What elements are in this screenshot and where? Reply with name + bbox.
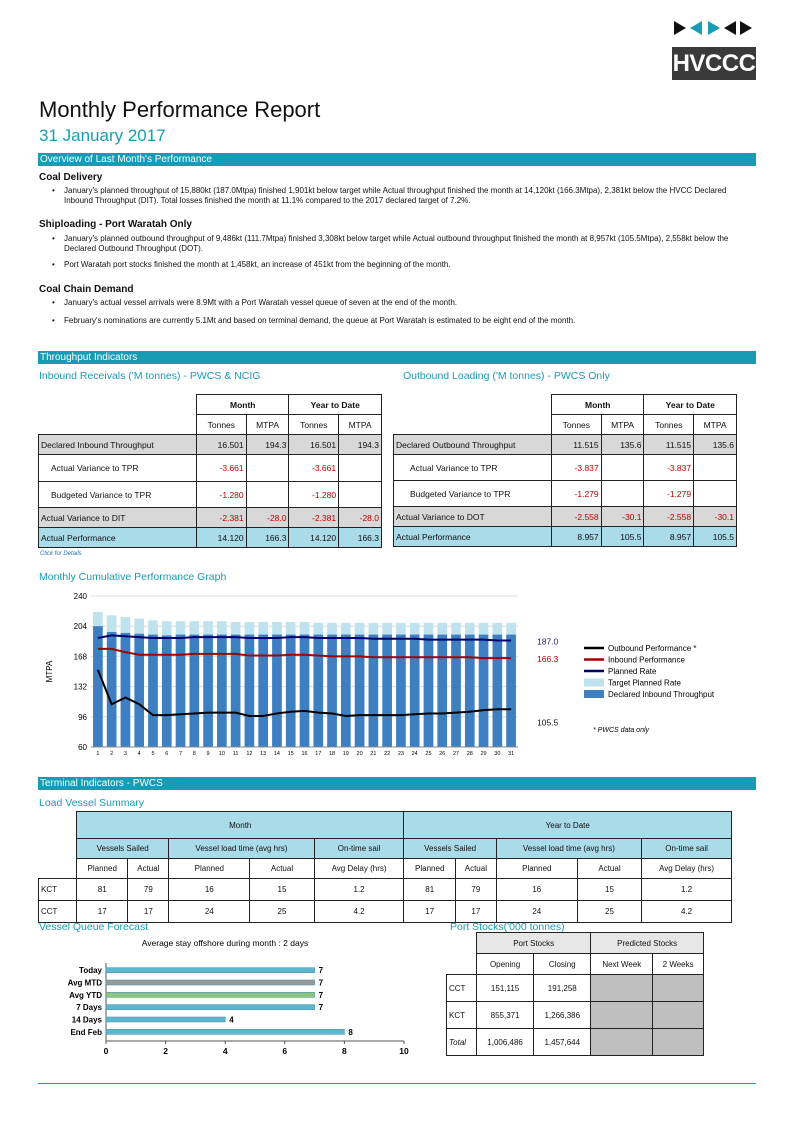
- bar: [203, 635, 213, 747]
- inbound-title: Inbound Receivals ('M tonnes) - PWCS & NCIG: [39, 370, 261, 382]
- col-header: Planned: [496, 859, 577, 879]
- cell: 1,266,386: [534, 1002, 591, 1029]
- legend-swatch: [584, 679, 604, 687]
- col-header: Actual: [577, 859, 641, 879]
- data-label: 7: [318, 990, 324, 1000]
- group-header: Year to Date: [644, 395, 737, 415]
- y-tick-label: 240: [73, 592, 87, 601]
- cell: -2.381: [289, 508, 339, 528]
- cell: 855,371: [477, 1002, 534, 1029]
- coal-delivery-heading: Coal Delivery: [39, 172, 103, 183]
- cell: [601, 481, 644, 507]
- row-label: Actual Variance to DOT: [394, 507, 552, 527]
- graph-title: Monthly Cumulative Performance Graph: [39, 571, 227, 583]
- demand-bullet: • February's nominations are currently 5.1Mt and based on terminal demand, the queue at Port Waratah is estimated to be eight end of the month.: [64, 316, 744, 326]
- y-tick-label: 204: [73, 622, 87, 632]
- subgroup-header: Vessel load time (avg hrs): [496, 839, 641, 859]
- legend-label: Inbound Performance: [608, 655, 685, 665]
- x-tick-label: 4: [222, 1046, 228, 1056]
- bar: [106, 980, 315, 985]
- subgroup-header: Vessels Sailed: [77, 839, 169, 859]
- cell: 1,006,486: [477, 1029, 534, 1056]
- category-label: Avg MTD: [67, 978, 102, 988]
- x-tick-label: 10: [218, 751, 225, 757]
- bar: [258, 635, 268, 747]
- col-header: Tonnes: [197, 415, 247, 435]
- table-row: [39, 901, 732, 923]
- bar: [493, 635, 503, 747]
- cell: [246, 482, 289, 508]
- cell: [694, 455, 737, 481]
- table-row: [39, 879, 732, 901]
- load-vessel-table: [38, 811, 732, 923]
- x-tick-label: 28: [466, 751, 473, 757]
- col-header: MTPA: [694, 415, 737, 435]
- x-tick-label: 24: [411, 751, 418, 757]
- cell: 1,457,644: [534, 1029, 591, 1056]
- port-stocks-table: [446, 932, 704, 1056]
- row-label: KCT: [39, 879, 77, 901]
- col-header: Tonnes: [552, 415, 602, 435]
- cell: [694, 481, 737, 507]
- y-tick-label: 96: [78, 712, 87, 722]
- bar: [106, 1005, 315, 1010]
- cell: 17: [128, 901, 169, 923]
- cell: -3.837: [552, 455, 602, 481]
- bar: [231, 635, 241, 747]
- row-label: Actual Variance to TPR: [39, 455, 197, 482]
- chart-title: Average stay offshore during month : 2 days: [141, 938, 309, 948]
- x-tick-label: 25: [425, 751, 432, 757]
- page-title: Monthly Performance Report: [39, 97, 321, 122]
- cell: 8.957: [552, 527, 602, 547]
- bar: [479, 635, 489, 747]
- row-label: Actual Performance: [394, 527, 552, 547]
- inbound-table: [38, 394, 382, 548]
- bar: [451, 635, 461, 747]
- group-header: Year to Date: [289, 395, 382, 415]
- outbound-table: [393, 394, 737, 547]
- bar: [410, 635, 420, 747]
- bar: [162, 635, 172, 747]
- bar: [217, 635, 227, 747]
- col-header: 2 Weeks: [653, 954, 704, 975]
- cell: 17: [404, 901, 455, 923]
- cell: -1.279: [644, 481, 694, 507]
- table-row: [39, 455, 382, 482]
- row-label: CCT: [39, 901, 77, 923]
- x-tick-label: 0: [103, 1046, 109, 1056]
- cell: -2.558: [552, 507, 602, 527]
- x-tick-label: 31: [508, 751, 515, 757]
- bar: [134, 634, 144, 747]
- x-tick-label: 27: [452, 751, 460, 757]
- col-header: Opening: [477, 954, 534, 975]
- table-row: [394, 435, 737, 455]
- data-label: 7: [318, 1003, 324, 1013]
- table-row: [394, 507, 737, 527]
- row-label: Total: [447, 1029, 477, 1056]
- category-label: End Feb: [70, 1027, 102, 1037]
- subgroup-header: On-time sail: [314, 839, 404, 859]
- row-label: Declared Inbound Throughput: [39, 435, 197, 455]
- cell: 79: [455, 879, 496, 901]
- shiploading-heading: Shiploading - Port Waratah Only: [39, 219, 192, 230]
- cell: -1.280: [289, 482, 339, 508]
- bar: [106, 1029, 344, 1034]
- cell: 24: [169, 901, 250, 923]
- cell: 4.2: [642, 901, 732, 923]
- cell: -28.0: [339, 508, 382, 528]
- col-header: MTPA: [339, 415, 382, 435]
- cell: 25: [577, 901, 641, 923]
- table-row: [447, 1029, 704, 1056]
- bar: [369, 635, 379, 747]
- row-label: Declared Outbound Throughput: [394, 435, 552, 455]
- logo-arrows-icon: [672, 18, 756, 38]
- subgroup-header: Vessels Sailed: [404, 839, 496, 859]
- bar: [272, 635, 282, 747]
- cell: -3.661: [289, 455, 339, 482]
- legend-swatch: [584, 690, 604, 698]
- col-header: Actual: [128, 859, 169, 879]
- x-tick-label: 18: [328, 751, 336, 757]
- cell: 135.6: [694, 435, 737, 455]
- bar: [313, 635, 323, 747]
- port-stocks-title: Port Stocks('000 tonnes): [450, 921, 565, 933]
- x-tick-label: 29: [480, 751, 487, 757]
- x-tick-label: 6: [165, 751, 169, 757]
- bar: [327, 635, 337, 747]
- category-label: 7 Days: [76, 1003, 102, 1013]
- cell: 81: [404, 879, 455, 901]
- table-row: [39, 528, 382, 548]
- category-label: Today: [79, 966, 102, 976]
- cell: -1.279: [552, 481, 602, 507]
- bar: [382, 635, 392, 747]
- col-header: Planned: [169, 859, 250, 879]
- col-header: Next Week: [591, 954, 653, 975]
- x-tick-label: 2: [110, 751, 114, 757]
- cell: [339, 455, 382, 482]
- row-label: Actual Performance: [39, 528, 197, 548]
- bar: [424, 635, 434, 747]
- row-label: Actual Variance to TPR: [394, 455, 552, 481]
- table-row: [447, 1002, 704, 1029]
- cell: -30.1: [601, 507, 644, 527]
- shiploading-bullet: • January's planned outbound throughput of 9,486kt (111.7Mtpa) finished 3,308kt below target while Actual outbound throughput finished the month at 8,957kt (105.5Mtpa), 2,558kt below the Declared Outbound Throughput (DOT).: [64, 234, 744, 254]
- section-throughput: Throughput Indicators: [38, 351, 756, 364]
- row-label: KCT: [447, 1002, 477, 1029]
- x-tick-label: 20: [356, 751, 363, 757]
- y-axis-label: MTPA: [45, 660, 54, 683]
- bar: [245, 635, 255, 747]
- bar: [106, 968, 315, 973]
- x-tick-label: 10: [399, 1046, 409, 1056]
- x-tick-label: 11: [232, 751, 239, 757]
- cell: [601, 455, 644, 481]
- cell: 4.2: [314, 901, 404, 923]
- cell: 16.501: [197, 435, 247, 455]
- col-header: Tonnes: [644, 415, 694, 435]
- bar: [465, 635, 475, 747]
- legend-label: Planned Rate: [608, 667, 657, 676]
- cell: 16: [169, 879, 250, 901]
- table-row: [394, 481, 737, 507]
- x-tick-label: 14: [273, 751, 281, 757]
- group-header: Port Stocks: [477, 933, 591, 954]
- data-label: 7: [318, 978, 324, 988]
- bar: [355, 635, 365, 747]
- col-header: Actual: [250, 859, 314, 879]
- row-label: Actual Variance to DIT: [39, 508, 197, 528]
- bar: [121, 633, 131, 747]
- demand-bullet: • January's actual vessel arrivals were 8.9Mt with a Port Waratah vessel queue of seven at the end of the month.: [64, 298, 744, 308]
- x-tick-label: 19: [342, 751, 349, 757]
- bar: [93, 626, 103, 747]
- x-tick-label: 2: [163, 1046, 168, 1056]
- cell: 17: [77, 901, 128, 923]
- row-label: Budgeted Variance to TPR: [394, 481, 552, 507]
- bar: [506, 635, 516, 747]
- x-tick-label: 9: [206, 751, 210, 757]
- outbound-title: Outbound Loading ('M tonnes) - PWCS Only: [403, 370, 610, 382]
- cell: 17: [455, 901, 496, 923]
- legend-label: Outbound Performance *: [608, 644, 697, 653]
- cell: -1.280: [197, 482, 247, 508]
- subgroup-header: On-time sail: [642, 839, 732, 859]
- row-label: CCT: [447, 975, 477, 1002]
- legend-label: Target Planned Rate: [608, 678, 681, 688]
- cell: -2.558: [644, 507, 694, 527]
- cumulative-performance-chart: [38, 588, 756, 763]
- cell: -2.381: [197, 508, 247, 528]
- group-header: Month: [77, 812, 404, 839]
- cell: 1.2: [642, 879, 732, 901]
- queue-title: Vessel Queue Forecast: [39, 921, 149, 933]
- y-tick-label: 132: [73, 682, 87, 692]
- table-row: [39, 435, 382, 455]
- table-row: [447, 975, 704, 1002]
- x-tick-label: 3: [123, 751, 127, 757]
- col-header: Planned: [404, 859, 455, 879]
- cell: 16: [496, 879, 577, 901]
- cell: 14.120: [197, 528, 247, 548]
- cell: 194.3: [246, 435, 289, 455]
- bar: [396, 635, 406, 747]
- x-tick-label: 16: [301, 751, 308, 757]
- load-vessel-title: Load Vessel Summary: [39, 797, 145, 809]
- group-header: Month: [552, 395, 644, 415]
- x-tick-label: 5: [151, 751, 155, 757]
- section-overview: Overview of Last Month's Performance: [38, 153, 756, 166]
- vessel-queue-chart: [38, 933, 428, 1065]
- bar: [106, 1017, 225, 1022]
- cell: 81: [77, 879, 128, 901]
- cell: 105.5: [694, 527, 737, 547]
- x-tick-label: 23: [397, 751, 404, 757]
- cell: 191,258: [534, 975, 591, 1002]
- x-tick-label: 8: [342, 1046, 347, 1056]
- x-tick-label: 7: [179, 751, 183, 757]
- cell: 166.3: [246, 528, 289, 548]
- x-tick-label: 8: [192, 751, 196, 757]
- shiploading-bullet: • Port Waratah port stocks finished the month at 1,458kt, an increase of 451kt from the beginning of the month.: [64, 260, 744, 270]
- cell: 194.3: [339, 435, 382, 455]
- logo-text: HVCCC: [672, 47, 756, 80]
- cell: 11.515: [644, 435, 694, 455]
- cell: 15: [577, 879, 641, 901]
- table-row: [39, 482, 382, 508]
- cell: 11.515: [552, 435, 602, 455]
- x-tick-label: 17: [315, 751, 322, 757]
- cell: 14.120: [289, 528, 339, 548]
- data-label: 8: [348, 1027, 353, 1037]
- coal-delivery-bullet: • January's planned throughput of 15,880kt (187.0Mtpa) finished 1,901kt below target while Actual throughput finished the month at 14,120kt (166.3Mtpa), 2,381kt below the HVCC Declared Inbound Throughput (DIT). Total losses finished the month at 11.1% compared to the 2017 declared target of 7.2%.: [64, 186, 744, 206]
- x-tick-label: 6: [282, 1046, 288, 1056]
- bar: [286, 635, 296, 747]
- category-label: Avg YTD: [69, 990, 102, 1000]
- x-tick-label: 22: [384, 751, 391, 757]
- cell: -3.661: [197, 455, 247, 482]
- col-header: Tonnes: [289, 415, 339, 435]
- cell: 135.6: [601, 435, 644, 455]
- category-label: 14 Days: [71, 1015, 102, 1025]
- bar: [341, 635, 351, 747]
- col-header: Closing: [534, 954, 591, 975]
- table-row: [394, 455, 737, 481]
- data-label: 7: [318, 966, 324, 976]
- cell: 166.3: [339, 528, 382, 548]
- col-header: Avg Delay (hrs): [314, 859, 404, 879]
- bar: [176, 635, 186, 747]
- y-tick-label: 168: [73, 652, 87, 662]
- x-tick-label: 1: [96, 751, 100, 757]
- end-value-label: 105.5: [537, 717, 559, 728]
- row-label: Budgeted Variance to TPR: [39, 482, 197, 508]
- footer-rule: [38, 1083, 756, 1084]
- group-header: Year to Date: [404, 812, 732, 839]
- subgroup-header: Vessel load time (avg hrs): [169, 839, 314, 859]
- bar: [148, 635, 158, 747]
- x-tick-label: 15: [287, 751, 294, 757]
- bar: [300, 635, 310, 747]
- cell: 15: [250, 879, 314, 901]
- bar: [106, 992, 315, 997]
- x-tick-label: 4: [137, 751, 141, 757]
- group-header: Month: [197, 395, 289, 415]
- cell: -30.1: [694, 507, 737, 527]
- x-tick-label: 26: [439, 751, 446, 757]
- bar: [437, 635, 447, 747]
- end-value-label: 166.3: [537, 654, 559, 665]
- cell: 8.957: [644, 527, 694, 547]
- col-header: Actual: [455, 859, 496, 879]
- table-row: [394, 527, 737, 547]
- cell: 151,115: [477, 975, 534, 1002]
- cell: [339, 482, 382, 508]
- data-label: 4: [229, 1015, 234, 1025]
- section-terminal: Terminal Indicators - PWCS: [38, 777, 756, 790]
- details-link[interactable]: Click for Details: [40, 551, 82, 557]
- cell: 16.501: [289, 435, 339, 455]
- col-header: MTPA: [246, 415, 289, 435]
- cell: -3.837: [644, 455, 694, 481]
- bar: [189, 635, 199, 747]
- cell: 24: [496, 901, 577, 923]
- col-header: Avg Delay (hrs): [642, 859, 732, 879]
- legend-label: Declared Inbound Throughput: [608, 690, 715, 699]
- col-header: Planned: [77, 859, 128, 879]
- cell: 105.5: [601, 527, 644, 547]
- end-value-label: 187.0: [537, 636, 559, 647]
- cell: 1.2: [314, 879, 404, 901]
- cell: [246, 455, 289, 482]
- y-tick-label: 60: [78, 743, 87, 752]
- x-tick-label: 13: [260, 751, 267, 757]
- group-header: Predicted Stocks: [591, 933, 704, 954]
- x-tick-label: 12: [246, 751, 253, 757]
- logo: [672, 18, 756, 75]
- x-tick-label: 30: [494, 751, 501, 757]
- cell: -28.0: [246, 508, 289, 528]
- cell: 25: [250, 901, 314, 923]
- x-tick-label: 21: [370, 751, 377, 757]
- demand-heading: Coal Chain Demand: [39, 284, 134, 295]
- table-row: [39, 508, 382, 528]
- report-date: 31 January 2017: [39, 126, 166, 145]
- chart-footnote: * PWCS data only: [593, 727, 650, 734]
- col-header: MTPA: [601, 415, 644, 435]
- cell: 79: [128, 879, 169, 901]
